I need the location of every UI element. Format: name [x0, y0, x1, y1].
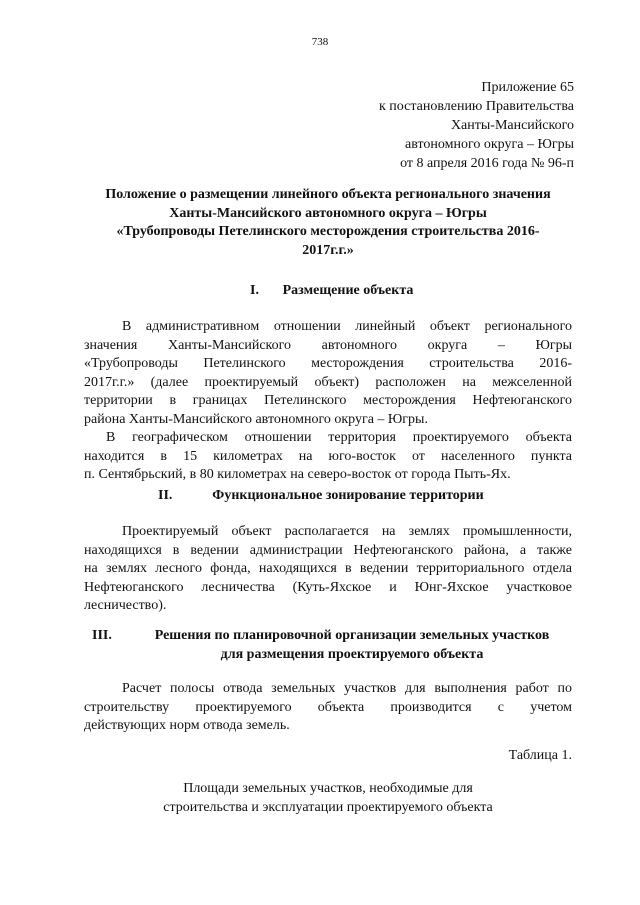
title-line: «Трубопроводы Петелинского месторождения строительства 2016-	[116, 224, 540, 239]
text-line: на землях лесного фонда, находящихся в ведении территориального отдела	[84, 561, 572, 576]
section-number: I.	[250, 283, 259, 298]
text-line: п. Сентябрьский, в 80 километрах на северо-восток от города Пыть-Ях.	[84, 467, 511, 482]
text-line: В географическом отношении территория проектируемого объекта	[106, 430, 572, 445]
section-number: II.	[158, 488, 173, 503]
section-3-heading	[84, 627, 572, 664]
appendix-line: Приложение 65	[481, 80, 574, 95]
text-line: Расчет полосы отвода земельных участков для выполнения работ по	[122, 681, 572, 696]
table-title	[84, 780, 572, 817]
section-1-heading	[84, 282, 572, 301]
table-caption: Таблица 1.	[508, 748, 572, 763]
text-line: территории в границах Петелинского месторождения Нефтеюганского	[84, 393, 572, 408]
document-title	[84, 186, 572, 260]
appendix-block	[379, 78, 574, 173]
appendix-line: Ханты-Мансийского	[450, 118, 574, 133]
section-1-paragraph-1	[84, 318, 572, 429]
section-3-paragraph-1	[84, 680, 572, 736]
text-line: действующих норм отвода земель.	[84, 718, 290, 733]
text-line: лесничество).	[84, 598, 167, 613]
text-line: находящихся в ведении администрации Нефтеюганского района, а также	[84, 542, 572, 558]
table-title-line: Площади земельных участков, необходимые для	[183, 781, 473, 796]
section-title: Функциональное зонирование территории	[212, 488, 484, 503]
page-number: 738	[311, 36, 329, 48]
text-line: находится в 15 километрах на юго-восток от населенного пункта	[84, 448, 572, 464]
section-number: III.	[92, 628, 112, 643]
section-title-line: Решения по планировочной организации земельных участков	[154, 628, 550, 643]
text-line: значения Ханты-Мансийского автономного округа – Югры	[84, 337, 572, 353]
section-2-paragraph-1	[84, 523, 572, 616]
appendix-line: автономного округа – Югры	[405, 137, 574, 152]
title-line: 2017г.г.»	[302, 242, 354, 258]
table-title-line: строительства и эксплуатации проектируемого объекта	[163, 799, 493, 815]
appendix-line: от 8 апреля 2016 года № 96-п	[400, 156, 574, 171]
text-line: В административном отношении линейный объект регионального	[122, 319, 572, 334]
text-line: строительству проектируемого объекта производится с учетом	[84, 699, 572, 715]
text-line: Проектируемый объект располагается на землях промышленности,	[122, 524, 572, 539]
text-line: «Трубопроводы Петелинского месторождения строительства 2016-	[84, 356, 572, 371]
text-line: Нефтеюганского лесничества (Куть-Яхское и Юнг-Яхское участковое	[84, 579, 572, 595]
section-title: Размещение объекта	[282, 283, 414, 298]
section-1-paragraph-2	[84, 429, 572, 485]
section-2-heading	[84, 487, 572, 506]
title-line: Ханты-Мансийского автономного округа – Югры	[169, 205, 487, 221]
text-line: 2017г.г.» (далее проектируемый объект) расположен на межселенной	[84, 374, 572, 390]
text-line: района Ханты-Мансийского автономного округа – Югры.	[84, 411, 428, 427]
appendix-line: к постановлению Правительства	[378, 99, 574, 114]
title-line: Положение о размещении линейного объекта регионального значения	[105, 187, 551, 202]
section-title-line: для размещения проектируемого объекта	[220, 646, 484, 662]
